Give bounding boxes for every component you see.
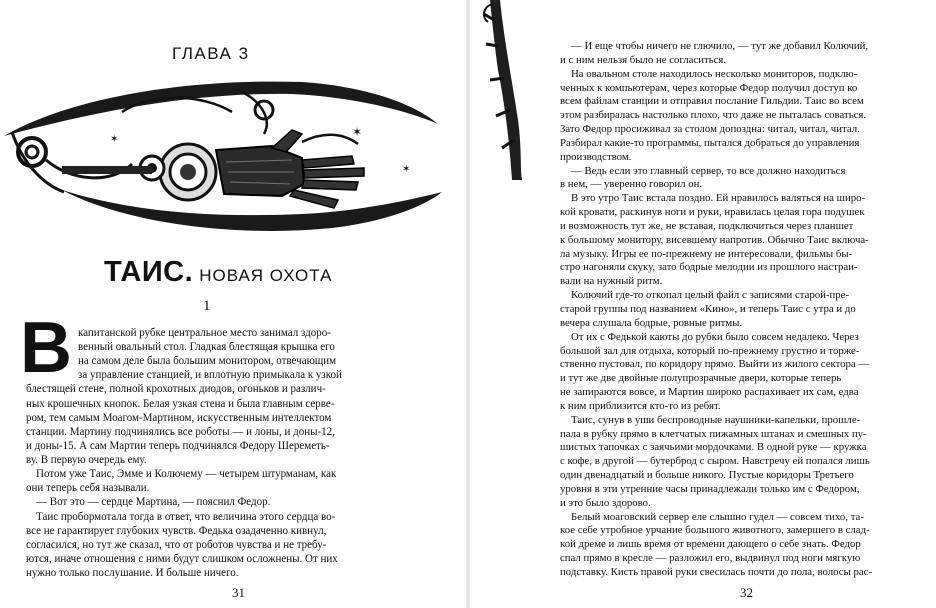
text-line: за управление станцией, и вплотную примыкала к узкой <box>78 369 342 381</box>
text-line: с кофе, в другой — бутерброд с сыром. Навстречу ей попался лишь <box>560 455 870 467</box>
text-line: ром, тем самым Моагом-Мартином, искусственным интеллектом <box>26 412 332 424</box>
text-line: венный овальный стол. Гладкая блестящая крышка его <box>78 341 335 353</box>
text-line: и тут же две двойные полупрозрачные двери, которые теперь <box>560 372 842 384</box>
svg-text:✶: ✶ <box>402 164 411 175</box>
text-line: На овальном столе находилось несколько мониторов, подклю- <box>571 68 858 80</box>
text-line: и это было здорово. <box>560 497 651 509</box>
text-line: вечера слушала бодрые, ровные ритмы. <box>560 317 743 329</box>
text-line: Потом уже Таис, Эмме и Колючему — четырем штурманам, как <box>36 468 337 480</box>
text-line: один двенадцатый и больше никого. Пустые коридоры Третьего <box>560 469 854 481</box>
thorn-branch-ornament <box>482 0 522 180</box>
text-line: старой группы под названием «Кино», и теперь Таис с утра и до <box>560 303 856 315</box>
text-line: ву. В первую очередь ему. <box>26 454 147 466</box>
text-line: все не гарантирует глубоких чувств. Федька озадаченно кивнул, <box>26 525 327 537</box>
text-line: Таис, сунув в уши беспроводные наушники-капельки, прошле- <box>571 414 861 426</box>
page-number-right: 32 <box>740 585 753 600</box>
right-page <box>468 0 936 608</box>
text-line: большой зал для отдыха, который по-прежнему грустно и торже- <box>560 345 860 357</box>
text-line: к ним приблизится кто-то из ребят. <box>560 400 721 412</box>
text-line: не запираются вовсе, и Мартин широко распахивает их сам, едва <box>560 386 859 398</box>
text-line: станции. Мартину подчинялись все роботы — и лоны, и доны-12, <box>26 426 335 438</box>
text-line: — Ведь если это главный сервер, то все должно находиться <box>571 165 846 177</box>
text-line: Зато Федор просиживал за столом допоздна: читал, читал, читал. <box>560 123 860 135</box>
text-line: нужно только послушание. И больше ничего. <box>26 567 239 579</box>
text-line: спал прямо в кресле — разложил его, выдвинул под ноги мягкую <box>560 552 861 564</box>
text-line: пала в рубку прямо в клетчатых пижамных штанах и смешных пу- <box>560 428 867 440</box>
text-line: вали на нужный ритм. <box>560 275 663 287</box>
text-line: этом разбиралась настолько плохо, что даже не пыталась соваться. <box>560 109 867 121</box>
text-line: капитанской рубке центральное место занимал здоро- <box>78 327 331 339</box>
text-line: к большому монитору, висевшему напротив. Обычно Таис включа- <box>560 234 869 246</box>
page-number-left: 31 <box>232 585 245 600</box>
text-line: ла музыку. Игры ее по-прежнему не интересовали, фильмы бы- <box>560 248 853 260</box>
drop-cap: В <box>20 322 72 374</box>
text-line: стро нагоняли скуку, зато бодрые мелодии из прошлого настраи- <box>560 261 858 273</box>
text-line: Белый моаговский сервер еле слышно гудел — совсем тихо, та- <box>571 511 864 523</box>
text-line: Колючий где-то откопал целый файл с записями старой-пре- <box>571 289 850 301</box>
text-line: в нем, — уверенно говорил он. <box>560 178 703 190</box>
chapter-title-sub: НОВАЯ ОХОТА <box>199 266 333 285</box>
chapter-label: ГЛАВА 3 <box>172 44 250 63</box>
text-line: ются, иначе отношения с ними будут слишком осложнены. От них <box>26 553 338 565</box>
text-line: на самом деле была большим монитором, отвечающим <box>78 355 337 367</box>
svg-text:✶: ✶ <box>352 125 363 139</box>
text-line: блестящей стене, полной крохотных диодов, огоньков и различ- <box>26 383 326 395</box>
text-line: и доны-15. А сам Мартин теперь подчинялся Федору Шереметь- <box>26 440 330 452</box>
text-line: и возможность тут же, не вставая, подключиться через планшет <box>560 220 854 232</box>
text-line: и с ним нельзя было не согласиться. <box>560 54 727 66</box>
section-number: 1 <box>203 298 211 314</box>
text-line: кой кровати, раскинув ноги и руки, нравилась целая гора подушек <box>560 206 865 218</box>
chapter-title <box>104 256 332 289</box>
text-line: они теперь себя называли. <box>26 482 150 494</box>
text-line: шистых тапочках с заячьими мордочками. В одной руке — кружка <box>560 441 867 453</box>
text-line: подставку. Кисть правой руки свесилась почти до пола, волосы рас- <box>560 566 873 578</box>
text-line: кое себе утробное урчание большого животного, замершего в слад- <box>560 524 870 536</box>
text-line: ченных к компьютерам, через которые Федор получил доступ ко <box>560 82 858 94</box>
text-line: уровня в эти утренние часы принадлежали только им с Федором, <box>560 483 860 495</box>
text-line: От их с Федькой каюты до рубки было совсем недалеко. Через <box>571 331 859 343</box>
text-line: В это утро Таис встала поздно. Ей нравилось валяться на широ- <box>571 192 866 204</box>
mechanical-hand-illustration <box>2 72 442 244</box>
text-line: ных крошечных кнопок. Белая узкая стена и была главным серве- <box>26 398 335 410</box>
text-line: всем файлам станции и отправил послание Гильдии. Таис во всем <box>560 95 864 107</box>
text-line: ственно пустовал, по коридору прямо. Выйти из жилого сектора — <box>560 358 870 370</box>
text-line: Таис пробормотала тогда в ответ, что величина этого сердца во- <box>36 511 336 523</box>
text-line: производством. <box>560 151 632 163</box>
text-line: — И еще чтобы ничего не глючило, — тут же добавил Колючий, <box>571 40 869 52</box>
chapter-title-main: ТАИС. <box>104 256 194 288</box>
text-line: Разбирал какие-то программы, пытался добраться до управления <box>560 137 860 149</box>
text-line: кой дреме и лишь время от времени дающего о себе знать. Федор <box>560 538 861 550</box>
svg-text:✶: ✶ <box>110 134 119 145</box>
text-line: — Вот это — сердце Мартина, — пояснил Федор. <box>36 496 271 508</box>
text-line: согласился, но тут же сказал, что от роботов чувства и не требу- <box>26 539 327 551</box>
